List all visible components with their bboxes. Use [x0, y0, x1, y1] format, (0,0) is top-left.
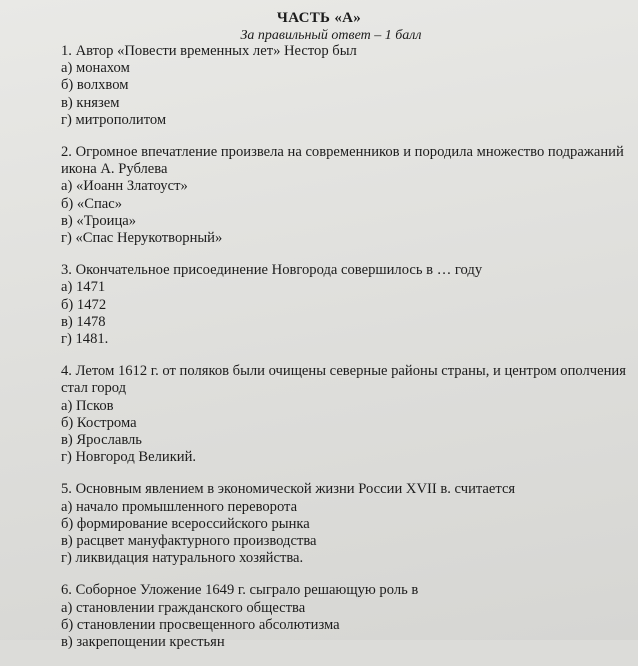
question-5 [61, 481, 626, 567]
answer-option-b: б) 1472 [61, 296, 107, 313]
answer-option-b: б) «Спас» [61, 195, 123, 212]
answer-option-c: в) «Троица» [61, 212, 137, 229]
page-header [0, 9, 638, 44]
answer-option-d: г) ликвидация натурального хозяйства. [61, 550, 304, 567]
question-text: 3. Окончательное присоединение Новгорода совершилось в … году [61, 262, 483, 279]
answer-option-b: б) Кострома [61, 414, 137, 431]
question-2 [61, 144, 626, 247]
answer-option-c: в) закрепощении крестьян [61, 634, 225, 651]
answer-option-c: в) расцвет мануфактурного производства [61, 533, 317, 550]
answer-option-c: в) князем [61, 94, 120, 111]
question-6 [61, 582, 626, 651]
question-text: 6. Соборное Уложение 1649 г. сыграло решающую роль в [61, 582, 419, 599]
answer-option-c: в) 1478 [61, 313, 106, 330]
question-4 [61, 363, 626, 466]
question-text: 4. Летом 1612 г. от поляков были очищены северные районы страны, и центром ополчения стал город [61, 363, 626, 397]
answer-option-a: а) 1471 [61, 279, 106, 296]
answer-option-b: б) формирование всероссийского рынка [61, 515, 310, 532]
answer-option-d: г) митрополитом [61, 111, 167, 128]
answer-option-c: в) Ярославль [61, 432, 142, 449]
question-1 [61, 43, 626, 129]
answer-option-a: а) начало промышленного переворота [61, 498, 298, 515]
answer-option-b: б) волхвом [61, 77, 129, 94]
answer-option-d: г) «Спас Нерукотворный» [61, 230, 223, 247]
question-3 [61, 262, 626, 348]
answer-options [61, 600, 626, 652]
answer-options [61, 178, 626, 247]
score-note: За правильный ответ – 1 балл [240, 28, 422, 43]
question-text: 2. Огромное впечатление произвела на современников и породила множество подражаний икона А. Рублева [61, 144, 624, 178]
answer-option-d: г) Новгород Великий. [61, 449, 197, 466]
question-text: 1. Автор «Повести временных лет» Нестор был [61, 43, 357, 59]
answer-option-d: г) 1481. [61, 331, 109, 348]
answer-options [61, 499, 626, 568]
question-list [61, 43, 626, 666]
question-text: 5. Основным явлением в экономической жизни России XVII в. считается [61, 481, 516, 498]
part-title: ЧАСТЬ «А» [276, 10, 362, 26]
answer-options [61, 279, 626, 348]
answer-option-a: а) монахом [61, 60, 130, 77]
answer-option-b: б) становлении просвещенного абсолютизма [61, 616, 340, 633]
answer-option-a: а) Псков [61, 397, 114, 414]
answer-options [61, 60, 626, 129]
answer-options [61, 398, 626, 467]
answer-option-a: а) «Иоанн Златоуст» [61, 178, 188, 195]
answer-option-a: а) становлении гражданского общества [61, 599, 306, 616]
